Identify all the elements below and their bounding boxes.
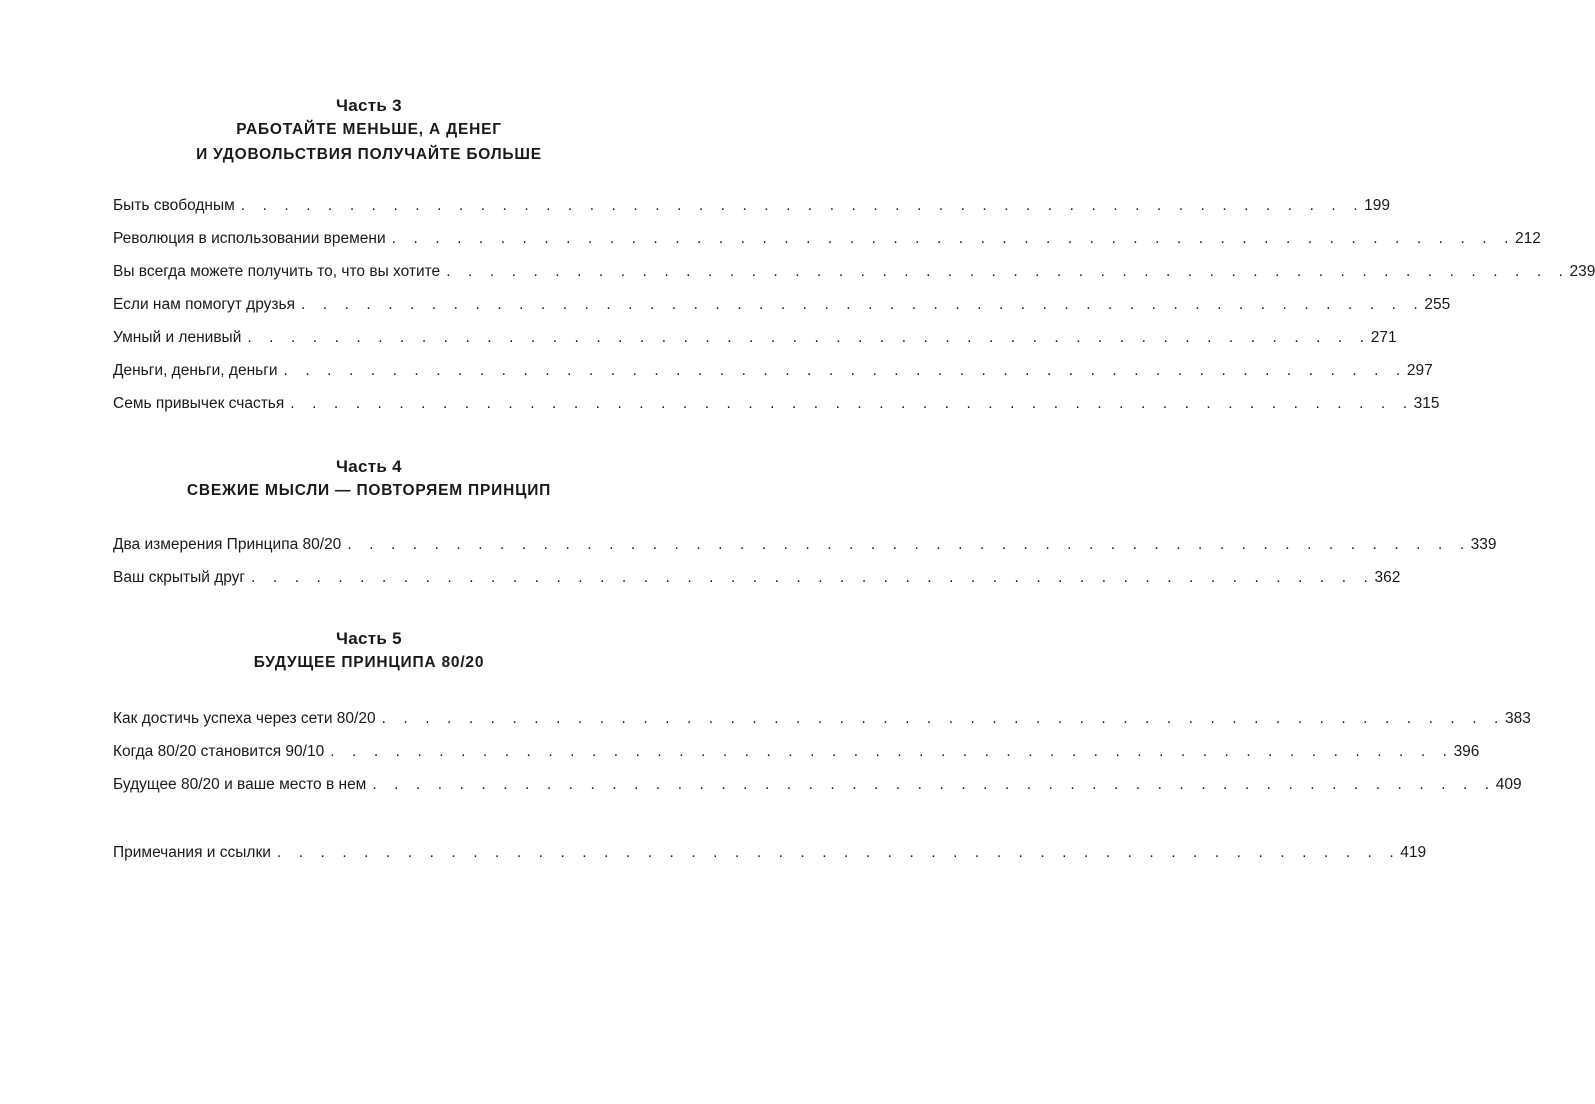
dot-leader: . . . . . . . . . . . . . . . . . . . . . . . . . . . . . . . . . . . . . . . . . . . . . . . . . . . . [381,710,1505,727]
dot-leader: . . . . . . . . . . . . . . . . . . . . . . . . . . . . . . . . . . . . . . . . . . . . . . . . . . . . [283,362,1407,379]
part-subtitle: РАБОТАЙТЕ МЕНЬШЕ, А ДЕНЕГ [236,121,502,138]
toc-entry-title: Как достичь успеха через сети 80/20 [113,710,376,727]
part-4-entries [113,528,1497,594]
toc-entry[interactable] [113,321,1397,354]
toc-entry-page: 297 [1406,362,1433,379]
toc-entry-page: 239 [1569,263,1595,280]
toc-entry-page: 199 [1364,197,1391,214]
part-3-heading [0,95,738,167]
part-title: Часть 4 [336,457,402,476]
dot-leader: . . . . . . . . . . . . . . . . . . . . . . . . . . . . . . . . . . . . . . . . . . . . . . . . . . . . [300,296,1425,313]
toc-entry[interactable] [113,561,1401,594]
toc-entry-title: Быть свободным [113,197,235,214]
notes-entry-list [113,836,1427,869]
toc-entry[interactable] [113,222,1541,255]
dot-leader: . . . . . . . . . . . . . . . . . . . . . . . . . . . . . . . . . . . . . . . . . . . . . . . . . . . . [391,230,1516,247]
toc-entry-page: 315 [1413,395,1440,412]
part-subtitle: СВЕЖИЕ МЫСЛИ — ПОВТОРЯЕМ ПРИНЦИП [186,482,552,499]
toc-entry[interactable] [113,255,1595,288]
toc-entry-title: Умный и ленивый [113,329,242,346]
part-3-entries [113,189,1595,420]
toc-entry[interactable] [113,288,1451,321]
toc-entry[interactable] [113,768,1522,801]
toc-entry-page: 419 [1400,844,1427,861]
part-title: Часть 3 [336,96,402,115]
toc-entry-page: 383 [1504,710,1531,727]
toc-entry-title: Деньги, деньги, деньги [113,362,278,379]
toc-entry-page: 339 [1470,536,1497,553]
toc-entry-title: Вы всегда можете получить то, что вы хотите [113,263,441,280]
toc-entry-page: 255 [1424,296,1451,313]
toc-entry-title: Если нам помогут друзья [113,296,295,313]
toc-entry-notes[interactable] [113,836,1427,869]
toc-entry-page: 212 [1515,230,1541,247]
dot-leader: . . . . . . . . . . . . . . . . . . . . . . . . . . . . . . . . . . . . . . . . . . . . . . . . . . . . [290,395,1414,412]
toc-entry-page: 409 [1495,776,1522,793]
toc-entry[interactable] [113,702,1531,735]
toc-entry-title: Два измерения Принципа 80/20 [113,536,342,553]
part-title: Часть 5 [336,629,402,648]
toc-entry-title: Будущее 80/20 и ваше место в нем [113,776,367,793]
toc-entry[interactable] [113,189,1391,222]
toc-entry-title: Когда 80/20 становится 90/10 [113,743,325,760]
toc-entry-title: Ваш скрытый друг [113,569,246,586]
part-5-entries [113,702,1531,801]
toc-entry-title: Семь привычек счастья [113,395,285,412]
dot-leader: . . . . . . . . . . . . . . . . . . . . . . . . . . . . . . . . . . . . . . . . . . . . . . . . . . . . [247,329,1371,346]
toc-entry-title: Примечания и ссылки [113,844,271,861]
dot-leader: . . . . . . . . . . . . . . . . . . . . . . . . . . . . . . . . . . . . . . . . . . . . . . . . . . . . [330,743,1454,760]
dot-leader: . . . . . . . . . . . . . . . . . . . . . . . . . . . . . . . . . . . . . . . . . . . . . . . . . . . . [240,197,1365,214]
toc-entry[interactable] [113,354,1433,387]
dot-leader: . . . . . . . . . . . . . . . . . . . . . . . . . . . . . . . . . . . . . . . . . . . . . . . . . . . . [372,776,1496,793]
toc-entry-page: 271 [1370,329,1397,346]
part-4-heading [0,456,738,503]
part-subtitle: БУДУЩЕЕ ПРИНЦИПА 80/20 [253,654,485,671]
toc-entry[interactable] [113,735,1480,768]
part-subtitle: И УДОВОЛЬСТВИЯ ПОЛУЧАЙТЕ БОЛЬШЕ [196,146,542,163]
toc-entry-page: 396 [1453,743,1480,760]
toc-entry-title: Революция в использовании времени [113,230,386,247]
dot-leader: . . . . . . . . . . . . . . . . . . . . . . . . . . . . . . . . . . . . . . . . . . . . . . . . . . . . [276,844,1401,861]
toc-entry-page: 362 [1374,569,1401,586]
part-5-heading [0,628,738,675]
toc-entry[interactable] [113,387,1440,420]
dot-leader: . . . . . . . . . . . . . . . . . . . . . . . . . . . . . . . . . . . . . . . . . . . . . . . . . . . . [251,569,1375,586]
dot-leader: . . . . . . . . . . . . . . . . . . . . . . . . . . . . . . . . . . . . . . . . . . . . . . . . . . . . [347,536,1471,553]
dot-leader: . . . . . . . . . . . . . . . . . . . . . . . . . . . . . . . . . . . . . . . . . . . . . . . . . . . . [446,263,1570,280]
toc-entry[interactable] [113,528,1497,561]
